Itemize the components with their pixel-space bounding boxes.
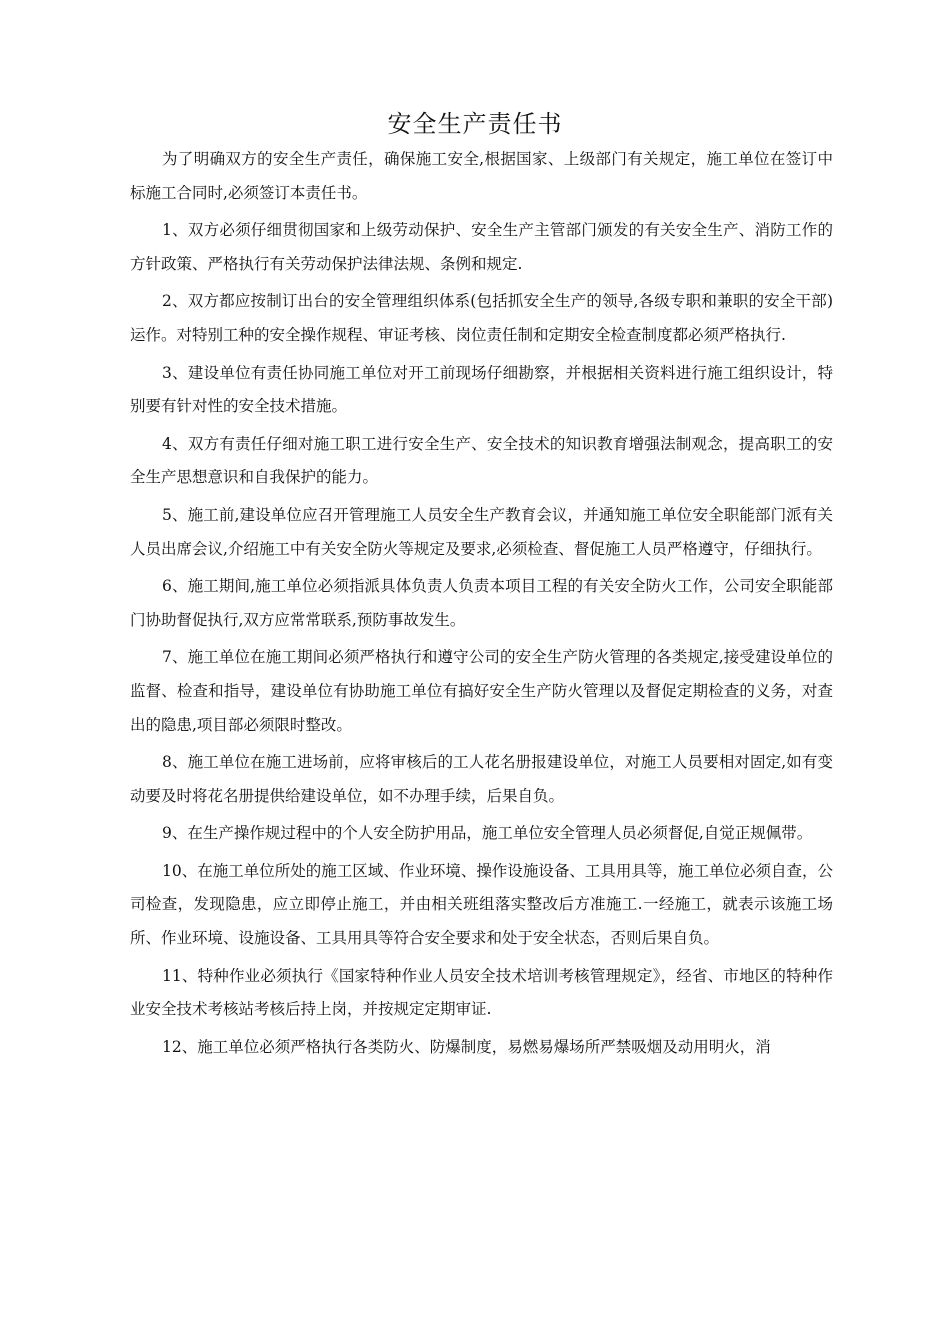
clause-11: 11、特种作业必须执行《国家特种作业人员安全技术培训考核管理规定》，经省、市地区的特种作业安全技术考核站考核后持上岗，并按规定定期审证. (130, 966, 833, 1019)
clause-5: 5、施工前,建设单位应召开管理施工人员安全生产教育会议，并通知施工单位安全职能部门派有关人员出席会议,介绍施工中有关安全防火等规定及要求,必须检查、督促施工人员严格遵守，仔细执行。 (130, 505, 833, 558)
clause-8: 8、施工单位在施工进场前，应将审核后的工人花名册报建设单位，对施工人员要相对固定,如有变动要及时将花名册提供给建设单位，如不办理手续，后果自负。 (130, 753, 833, 805)
clause-6: 6、施工期间,施工单位必须指派具体负责人负责本项目工程的有关安全防火工作，公司安全职能部门协助督促执行,双方应常常联系,预防事故发生。 (130, 577, 833, 629)
document-body (130, 143, 833, 1068)
clause-9: 9、在生产操作规过程中的个人安全防护用品，施工单位安全管理人员必须督促,自觉正规佩带。 (162, 824, 813, 843)
clause-10: 10、在施工单位所处的施工区域、作业环境、操作设施设备、工具用具等，施工单位必须自查，公司检查，发现隐患，应立即停止施工，并由相关班组落实整改后方准施工.一经施工，就表示该施工场所、作业环境、设施设备、工具用具等符合安全要求和处于安全状态，否则后果自负。 (130, 861, 833, 948)
clause-12: 12、施工单位必须严格执行各类防火、防爆制度，易燃易爆场所严禁吸烟及动用明火，消 (162, 1037, 771, 1056)
clause-2: 2、双方都应按制订出台的安全管理组织体系(包括抓安全生产的领导,各级专职和兼职的安全干部)运作。对特别工种的安全操作规程、审证考核、岗位责任制和定期安全检查制度都必须严格执行. (130, 292, 833, 344)
clause-1: 1、双方必须仔细贯彻国家和上级劳动保护、安全生产主管部门颁发的有关安全生产、消防工作的方针政策、严格执行有关劳动保护法律法规、条例和规定. (130, 221, 833, 273)
clause-3: 3、建设单位有责任协同施工单位对开工前现场仔细勘察，并根据相关资料进行施工组织设计，特别要有针对性的安全技术措施。 (130, 363, 833, 416)
intro-paragraph: 为了明确双方的安全生产责任，确保施工安全,根据国家、上级部门有关规定，施工单位在签订中标施工合同时,必须签订本责任书。 (130, 150, 833, 202)
clause-7: 7、施工单位在施工期间必须严格执行和遵守公司的安全生产防火管理的各类规定,接受建设单位的监督、检查和指导，建设单位有协助施工单位有搞好安全生产防火管理以及督促定期检查的义务，对查出的隐患,项目部必须限时整改。 (130, 648, 833, 734)
clause-4: 4、双方有责任仔细对施工职工进行安全生产、安全技术的知识教育增强法制观念，提高职工的安全生产思想意识和自我保护的能力。 (130, 434, 833, 487)
document-title: 安全生产责任书 (387, 110, 563, 138)
